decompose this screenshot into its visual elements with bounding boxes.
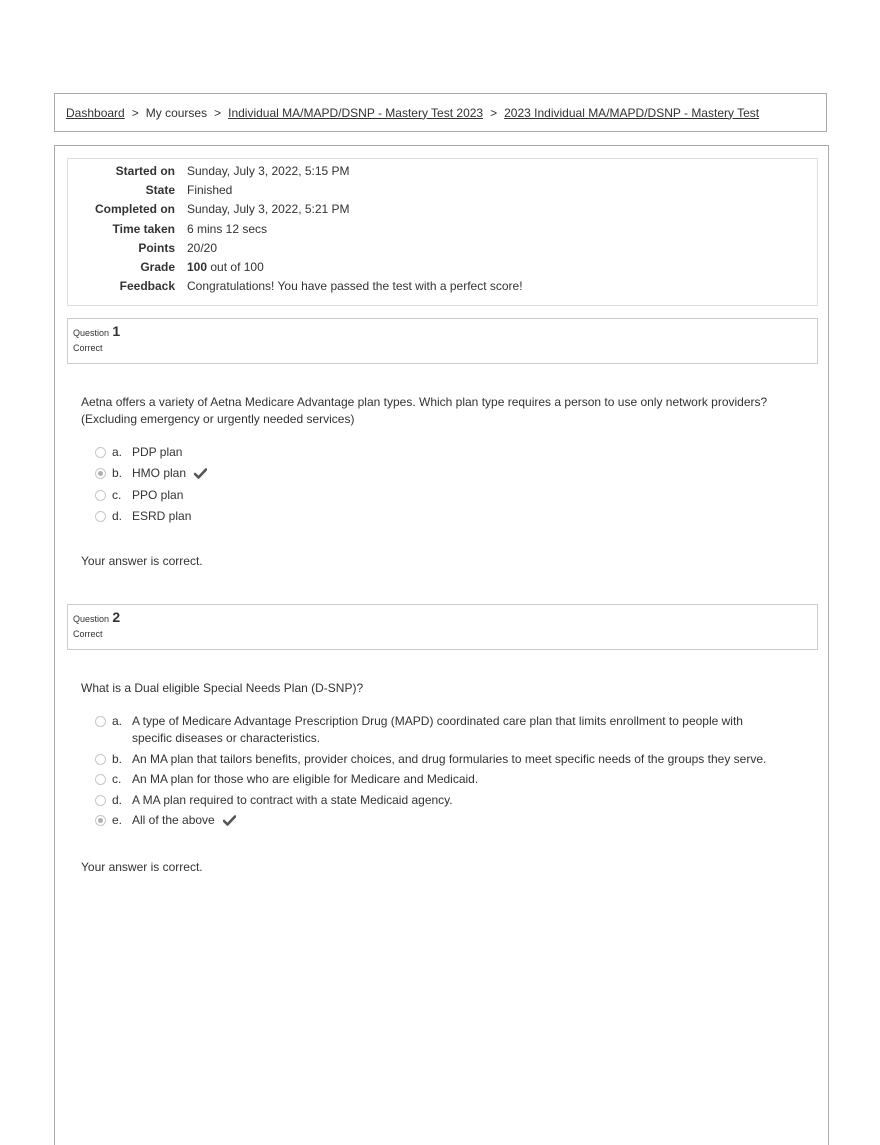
question-1-info xyxy=(67,318,818,364)
summary-value xyxy=(187,260,817,274)
summary-label: Completed on xyxy=(95,202,175,217)
answer-text: PDP plan xyxy=(132,445,183,459)
radio-icon[interactable] xyxy=(95,774,106,785)
summary-value: Congratulations! You have passed the test with a perfect score! xyxy=(187,279,523,294)
answer-option[interactable] xyxy=(95,487,775,504)
question-number: 1 xyxy=(112,323,121,339)
radio-icon[interactable] xyxy=(95,815,106,826)
breadcrumb-quiz-link[interactable]: 2023 Individual MA/MAPD/DSNP - Mastery Test xyxy=(504,105,760,120)
summary-row-state xyxy=(68,180,817,199)
answer-option[interactable] xyxy=(95,713,775,747)
summary-value: 20/20 xyxy=(187,240,218,255)
grade-score: 100 xyxy=(187,260,208,275)
answer-text: A MA plan required to contract with a state Medicaid agency. xyxy=(132,792,453,807)
question-state: Correct xyxy=(73,343,103,353)
radio-icon[interactable] xyxy=(95,511,106,522)
check-icon xyxy=(194,467,207,484)
answer-text: An MA plan that tailors benefits, provider choices, and drug formularies to meet specific needs of the groups they serve. xyxy=(132,751,767,766)
summary-value: Finished xyxy=(187,182,233,197)
answer-letter: a. xyxy=(112,445,123,459)
summary-label: Points xyxy=(138,240,175,255)
summary-row-grade xyxy=(68,257,817,276)
answer-option-selected[interactable] xyxy=(95,812,775,831)
summary-row-time-taken xyxy=(68,219,817,238)
breadcrumb-course-link[interactable]: Individual MA/MAPD/DSNP - Mastery Test 2023 xyxy=(228,105,484,120)
answer-text: A type of Medicare Advantage Prescription Drug (MAPD) coordinated care plan that limits enrollment to people with specific diseases or characteristics. xyxy=(132,714,743,745)
answer-option-selected[interactable] xyxy=(95,465,775,484)
question-2-info xyxy=(67,604,818,650)
breadcrumb-separator: > xyxy=(214,105,222,120)
breadcrumb-separator: > xyxy=(490,105,498,120)
answer-letter: a. xyxy=(112,714,123,728)
answer-letter: d. xyxy=(112,508,123,523)
question-1-answers xyxy=(95,444,775,528)
question-1-feedback: Your answer is correct. xyxy=(81,554,203,568)
answer-letter: d. xyxy=(112,792,123,807)
answer-option[interactable] xyxy=(95,751,775,768)
summary-value: Sunday, July 3, 2022, 5:15 PM xyxy=(187,163,350,178)
radio-icon[interactable] xyxy=(95,754,106,765)
radio-icon[interactable] xyxy=(95,468,106,479)
check-icon xyxy=(223,814,236,831)
grade-suffix: out of 100 xyxy=(210,260,264,275)
summary-row-started-on xyxy=(68,161,817,180)
summary-label: Feedback xyxy=(119,279,175,294)
question-1-text: Aetna offers a variety of Aetna Medicare Advantage plan types. Which plan type requires a person to use only network providers? (Excluding emergency or urgently needed services) xyxy=(81,395,768,426)
summary-label: State xyxy=(145,182,175,197)
answer-letter: e. xyxy=(112,813,123,827)
answer-text: PPO plan xyxy=(132,488,184,502)
answer-text: ESRD plan xyxy=(132,508,192,523)
breadcrumb-my-courses: My courses xyxy=(145,105,208,120)
attempt-summary-table xyxy=(67,158,818,306)
answer-text: All of the above xyxy=(132,813,215,827)
answer-letter: b. xyxy=(112,751,123,766)
answer-text: HMO plan xyxy=(132,465,187,480)
summary-row-points xyxy=(68,238,817,257)
radio-icon[interactable] xyxy=(95,716,106,727)
breadcrumb-separator: > xyxy=(131,105,139,120)
answer-letter: b. xyxy=(112,465,123,480)
breadcrumb-dashboard-link[interactable]: Dashboard xyxy=(66,105,125,120)
summary-row-feedback xyxy=(68,277,817,296)
answer-letter: c. xyxy=(112,488,122,502)
question-2-text: What is a Dual eligible Special Needs Plan (D-SNP)? xyxy=(81,681,364,695)
question-state: Correct xyxy=(73,629,103,639)
radio-icon[interactable] xyxy=(95,490,106,501)
answer-letter: c. xyxy=(112,772,122,786)
radio-icon[interactable] xyxy=(95,447,106,458)
question-prefix: Question xyxy=(73,614,110,624)
quiz-review-region xyxy=(54,145,829,1145)
question-number: 2 xyxy=(112,609,121,625)
summary-label: Grade xyxy=(140,260,175,275)
answer-text: An MA plan for those who are eligible for Medicare and Medicaid. xyxy=(132,772,479,786)
answer-option[interactable] xyxy=(95,771,775,788)
question-2-feedback: Your answer is correct. xyxy=(81,860,203,874)
question-2-answers xyxy=(95,713,775,835)
breadcrumb xyxy=(54,93,827,132)
summary-label: Time taken xyxy=(112,221,175,236)
answer-option[interactable] xyxy=(95,508,775,525)
answer-option[interactable] xyxy=(95,792,775,809)
question-prefix: Question xyxy=(73,328,110,338)
summary-label: Started on xyxy=(115,163,175,178)
radio-icon[interactable] xyxy=(95,795,106,806)
summary-row-completed-on xyxy=(68,200,817,219)
summary-value: 6 mins 12 secs xyxy=(187,221,268,236)
summary-value: Sunday, July 3, 2022, 5:21 PM xyxy=(187,202,350,217)
answer-option[interactable] xyxy=(95,444,775,461)
